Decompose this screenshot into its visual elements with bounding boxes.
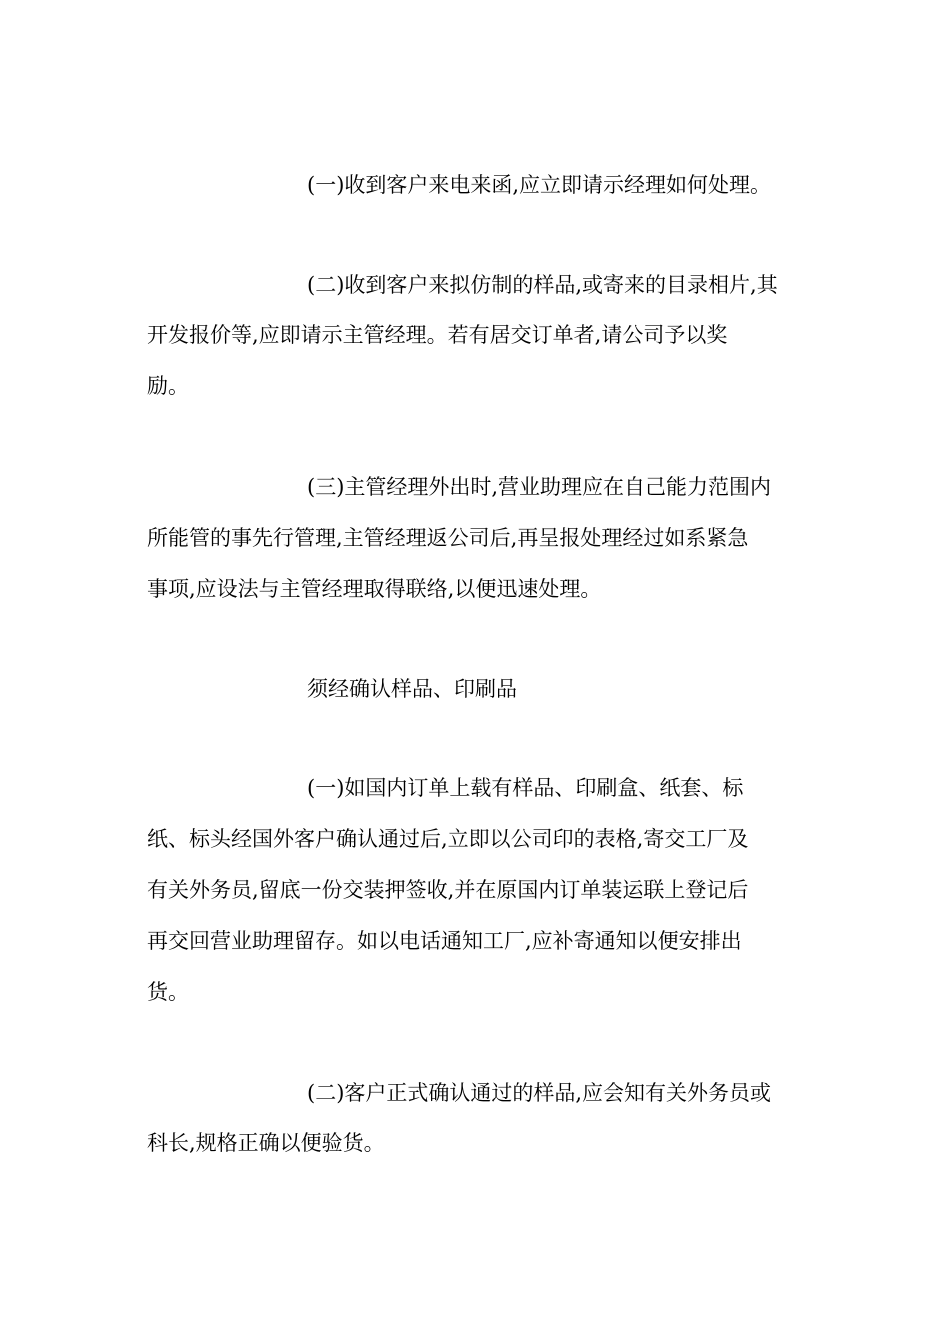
paragraph-5-line-1: (一)如国内订单上载有样品、印刷盒、纸套、标 <box>307 776 744 800</box>
paragraph-3-line-3: 事项,应设法与主管经理取得联络,以便迅速处理。 <box>147 577 602 601</box>
paragraph-3-line-1: (三)主管经理外出时,营业助理应在自己能力范围内 <box>307 475 772 499</box>
paragraph-2-line-3: 励。 <box>147 374 189 398</box>
paragraph-5-line-5: 货。 <box>147 980 189 1004</box>
paragraph-6-line-2: 科长,规格正确以便验货。 <box>147 1131 385 1155</box>
paragraph-2-line-2: 开发报价等,应即请示主管经理。若有居交订单者,请公司予以奖 <box>147 323 728 347</box>
paragraph-2-line-1: (二)收到客户来拟仿制的样品,或寄来的目录相片,其 <box>307 273 778 297</box>
paragraph-5-line-2: 纸、标头经国外客户确认通过后,立即以公司印的表格,寄交工厂及 <box>147 827 749 851</box>
paragraph-3-line-2: 所能管的事先行管理,主管经理返公司后,再呈报处理经过如系紧急 <box>147 526 749 550</box>
section-heading: 须经确认样品、印刷品 <box>307 677 517 701</box>
paragraph-5-line-4: 再交回营业助理留存。如以电话通知工厂,应补寄通知以便安排出 <box>147 929 742 953</box>
paragraph-5-line-3: 有关外务员,留底一份交装押签收,并在原国内订单装运联上登记后 <box>147 878 749 902</box>
paragraph-1-line-1: (一)收到客户来电来函,应立即请示经理如何处理。 <box>307 173 772 197</box>
paragraph-6-line-1: (二)客户正式确认通过的样品,应会知有关外务员或 <box>307 1081 772 1105</box>
